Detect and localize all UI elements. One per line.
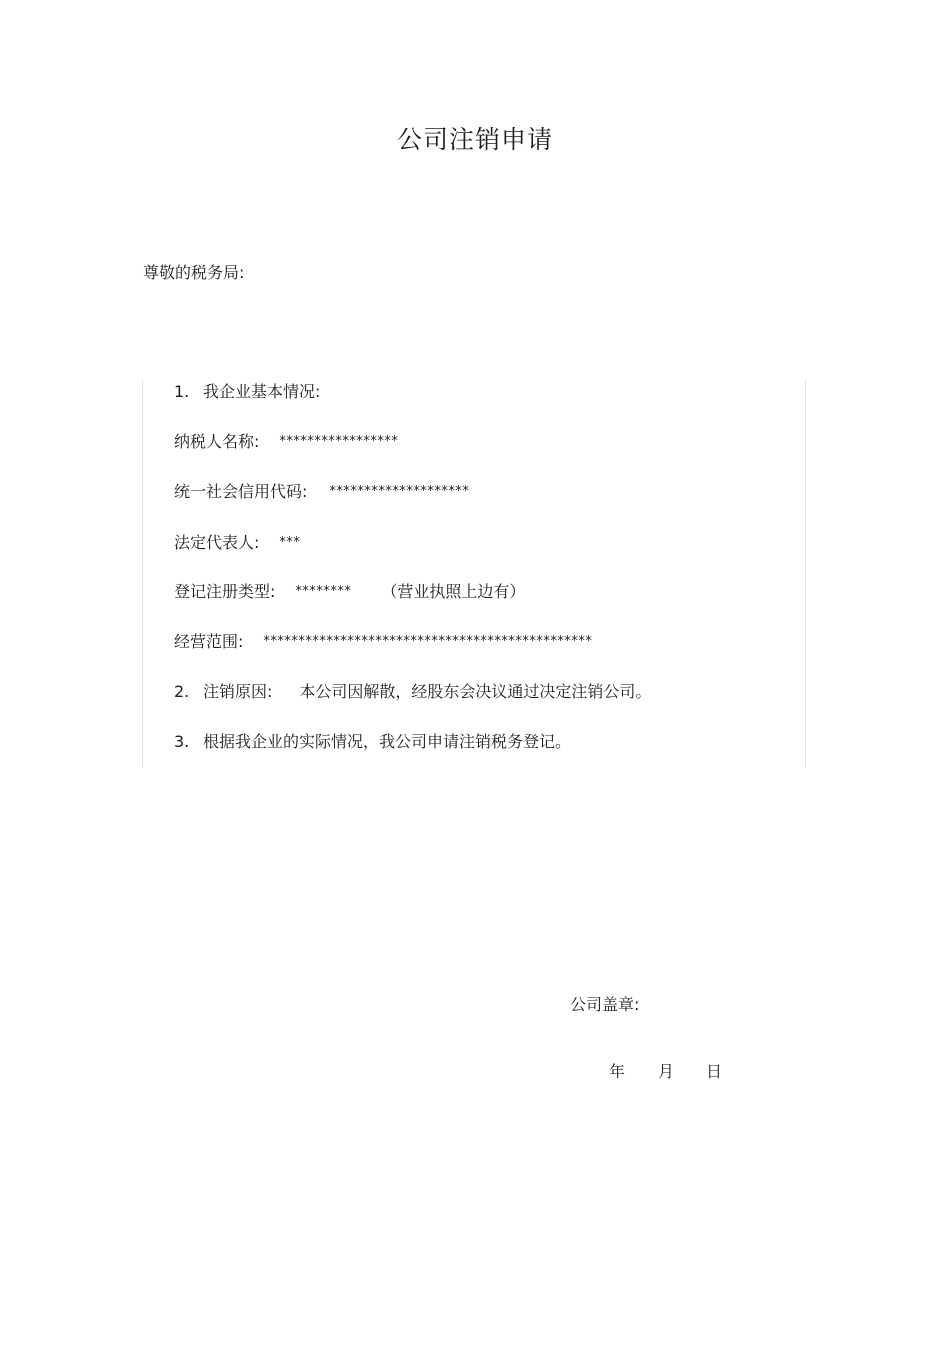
section-2-row [174,681,651,703]
credit-code-value: ******************** [329,484,470,499]
section-1-number: 1. [174,382,190,401]
date-day-label: 日 [706,1062,723,1081]
taxpayer-name-row [174,431,398,453]
reg-type-note: （营业执照上边有） [381,582,526,601]
business-scope-value: *********************************************** [263,634,593,649]
page-title: 公司注销申请 [396,125,553,154]
section-3-row [174,731,571,753]
business-scope-label: 经营范围: [174,632,244,651]
section-3-text: 根据我企业的实际情况，我公司申请注销税务登记。 [203,732,572,751]
reg-type-value: ******** [295,584,352,599]
legal-rep-label: 法定代表人: [174,533,260,552]
reg-type-label: 登记注册类型: [174,582,276,601]
section-2-number: 2. [174,682,190,701]
credit-code-row [174,481,469,503]
taxpayer-name-label: 纳税人名称: [174,432,260,451]
company-stamp-label: 公司盖章: [570,995,640,1014]
section-3-number: 3. [174,732,190,751]
business-scope-row [174,631,592,653]
section-2-text: 本公司因解散，经股东会决议通过决定注销公司。 [299,682,652,701]
date-row [609,1061,722,1083]
section-2-title: 注销原因: [203,682,273,701]
credit-code-label: 统一社会信用代码: [174,482,308,501]
reg-type-row [174,581,525,603]
taxpayer-name-value: ***************** [279,434,399,449]
legal-rep-value: *** [279,535,301,550]
date-month-label: 月 [658,1062,675,1081]
section-1-heading [174,381,320,403]
legal-rep-row [174,532,300,554]
salutation: 尊敬的税务局: [143,263,245,282]
section-1-title: 我企业基本情况: [203,382,321,401]
date-year-label: 年 [609,1062,626,1081]
